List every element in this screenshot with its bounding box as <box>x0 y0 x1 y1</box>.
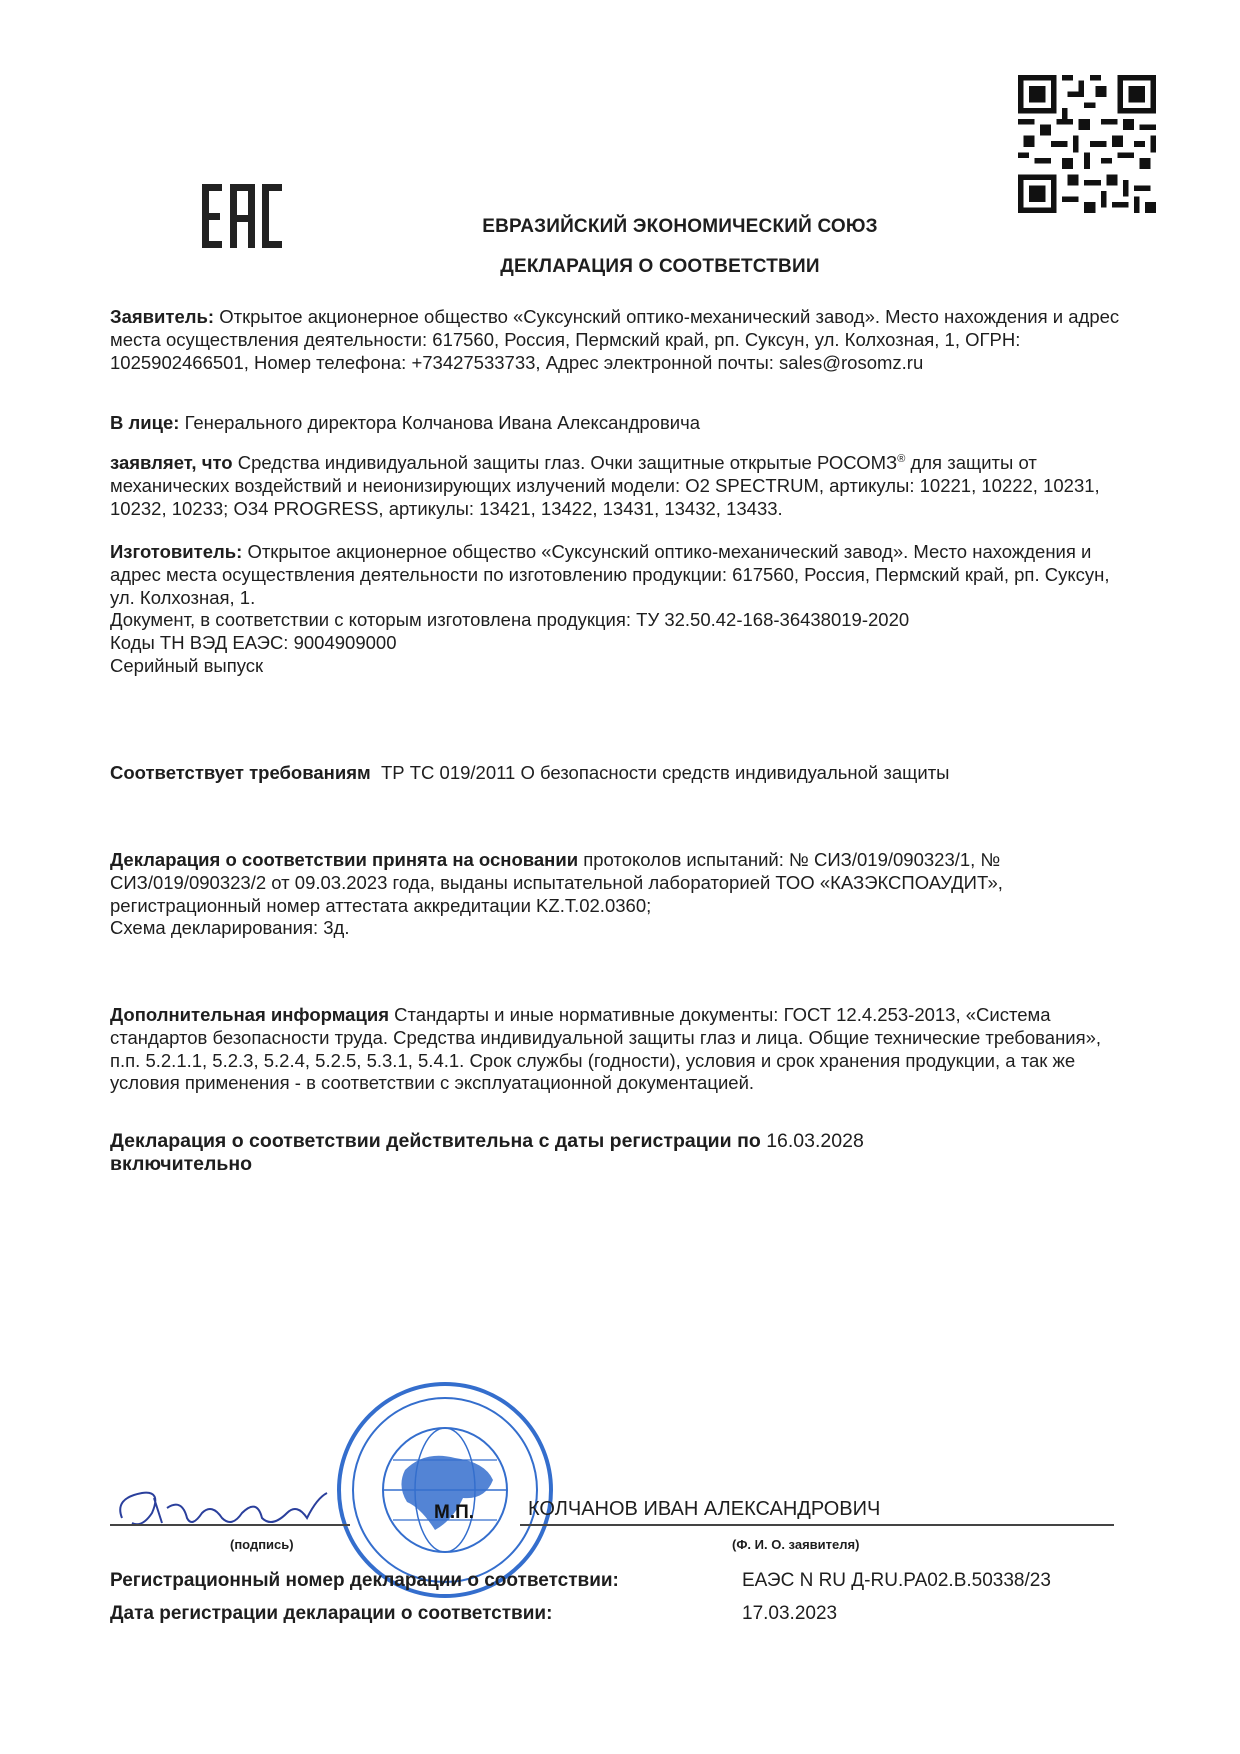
union-title: ЕВРАЗИЙСКИЙ ЭКОНОМИЧЕСКИЙ СОЮЗ <box>482 216 878 237</box>
registration-number: ЕАЭС N RU Д-RU.РА02.В.50338/23 <box>742 1570 1051 1591</box>
manufacturer-production: Серийный выпуск <box>110 654 264 676</box>
manufacturer-text: Открытое акционерное общество «Суксунский оптико-механический завод». Место нахождения и адрес места осуществления деятельности по изготовлению продукции: 617560, Россия, Пермский край, рп. Суксун, ул. Колхозная, 1. <box>110 541 1110 608</box>
compliance-label: Соответствует требованиям <box>110 762 371 783</box>
additional-info-section <box>110 1004 1130 1095</box>
validity-date: 16.03.2028 <box>766 1130 864 1152</box>
manufacturer-label: Изготовитель: <box>110 541 243 562</box>
applicant-text: Открытое акционерное общество «Суксунский оптико-механический завод». Место нахождения и адрес места осуществления деятельности: 617560, Россия, Пермский край, рп. Суксун, ул. Колхозная, 1, ОГРН: 1025902466501, Номер телефона: +73427533733, Адрес электронной почты: sales@rosomz.ru <box>110 306 1120 373</box>
manufacturer-codes: Коды ТН ВЭД ЕАЭС: 9004909000 <box>110 632 397 654</box>
declares-label: заявляет, что <box>110 452 233 474</box>
additional-info-label: Дополнительная информация <box>110 1004 390 1025</box>
manufacturer-section <box>110 541 1130 678</box>
validity-suffix: включительно <box>110 1152 253 1175</box>
name-caption: (Ф. И. О. заявителя) <box>732 1537 860 1552</box>
name-line <box>520 1524 1114 1526</box>
basis-text: протоколов испытаний: № СИЗ/019/090323/1, № СИЗ/019/090323/2 от 09.03.2023 года, выданы испытательной лабораторией ТОО «КАЗЭКСПОАУДИТ», регистрационный номер аттестата аккредитации KZ.T.02.0360; <box>110 849 1003 916</box>
applicant-section <box>110 306 1130 374</box>
signature-caption: (подпись) <box>230 1537 294 1552</box>
represented-by-text: Генерального директора Колчанова Ивана Александровича <box>184 412 701 433</box>
applicant-name: КОЛЧАНОВ ИВАН АЛЕКСАНДРОВИЧ <box>528 1498 881 1520</box>
signature-icon <box>112 1478 342 1538</box>
declares-text-after: для защиты от механических воздействий и неионизирующих излучений модели: O2 SPECTRUM, артикулы: 10221, 10222, 10231, 10232, 10233; O34 PROGRESS, артикулы: 13421, 13422, 13431, 13432, 13433. <box>110 452 1100 519</box>
document-title: ДЕКЛАРАЦИЯ О СООТВЕТСТВИИ <box>500 256 820 277</box>
represented-by-section <box>110 412 1130 435</box>
represented-by-label: В лице: <box>110 412 180 433</box>
basis-label: Декларация о соответствии принята на основании <box>110 849 579 870</box>
registration-number-label: Регистрационный номер декларации о соответствии: <box>110 1570 619 1591</box>
basis-section <box>110 849 1130 940</box>
qr-code-icon <box>1018 75 1156 213</box>
registration-date-label: Дата регистрации декларации о соответствии: <box>110 1603 553 1624</box>
basis-scheme: Схема декларирования: 3д. <box>110 917 350 939</box>
applicant-label: Заявитель: <box>110 306 215 327</box>
compliance-section <box>110 762 1130 785</box>
compliance-text: ТР ТС 019/2011 О безопасности средств индивидуальной защиты <box>380 762 950 783</box>
additional-info-text: Стандарты и иные нормативные документы: ГОСТ 12.4.253-2013, «Система стандартов безопасности труда. Средства индивидуальной защиты глаз и лица. Общие технические требования», п.п. 5.2.1.1, 5.2.3, 5.2.4, 5.2.5, 5.3.1, 5.4.1. Срок службы (годности), условия и срок хранения продукции, а так же условия применения - в соответствии с эксплуатационной документацией. <box>110 1004 1102 1094</box>
registered-mark: ® <box>897 453 906 465</box>
seal-mark: М.П. <box>434 1502 475 1523</box>
declares-text-before: Средства индивидуальной защиты глаз. Очки защитные открытые РОСОМЗ <box>237 452 898 474</box>
validity-section <box>110 1130 1130 1176</box>
manufacturer-document: Документ, в соответствии с которым изготовлена продукция: ТУ 32.50.42-168-36438019-2020 <box>110 609 910 631</box>
company-seal-icon <box>335 1380 555 1600</box>
signature-line <box>110 1524 350 1526</box>
declares-section <box>110 448 1130 521</box>
registration-date: 17.03.2023 <box>742 1603 838 1624</box>
validity-label: Декларация о соответствии действительна с даты регистрации по <box>110 1130 761 1152</box>
